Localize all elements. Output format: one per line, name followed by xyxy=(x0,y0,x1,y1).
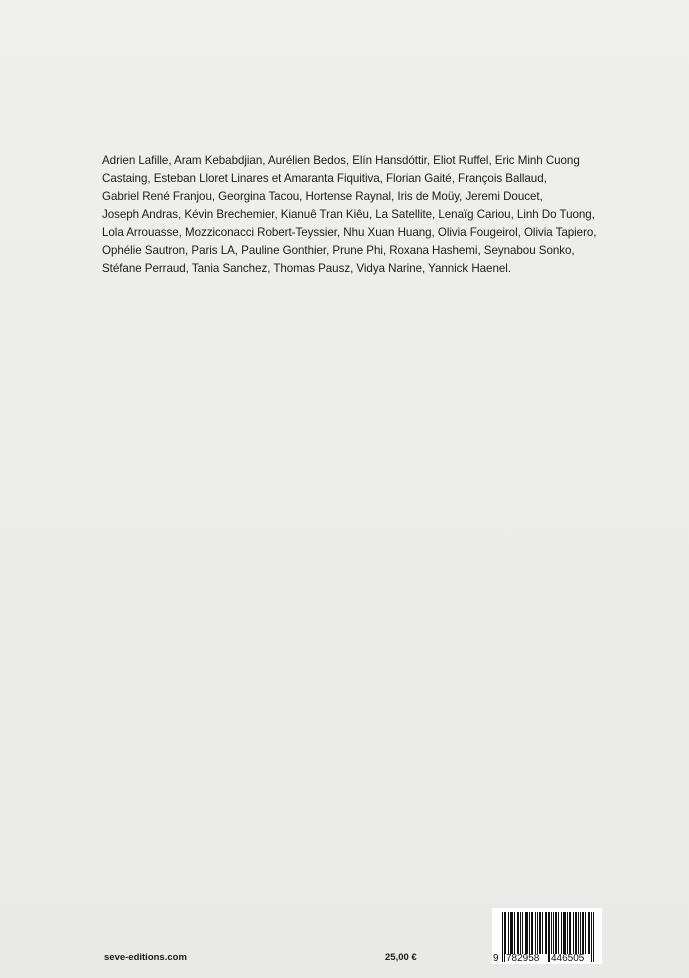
barcode-bar xyxy=(514,912,515,954)
barcode-bar xyxy=(585,912,586,954)
barcode-bar xyxy=(520,912,521,954)
barcode-bar xyxy=(563,912,564,954)
barcode-bar xyxy=(508,912,509,954)
barcode-lead-digit: 9 xyxy=(493,953,499,964)
barcode-bar xyxy=(522,912,523,954)
barcode-bar xyxy=(542,912,543,954)
barcode-bar xyxy=(526,912,527,954)
barcode-bar xyxy=(582,912,583,954)
barcode-bar xyxy=(532,912,533,954)
barcode-bar xyxy=(505,912,506,954)
barcode-bar xyxy=(545,912,546,954)
barcode-bar xyxy=(540,912,541,954)
barcode-bar xyxy=(512,912,513,954)
barcode-bar xyxy=(531,912,532,954)
isbn-barcode xyxy=(492,908,602,964)
barcode-bar xyxy=(527,912,528,954)
barcode-left-digits: 782958 xyxy=(506,953,540,964)
barcode-bar xyxy=(546,912,547,954)
barcode-bar xyxy=(535,912,536,954)
price-label: 25,00 € xyxy=(385,952,417,963)
barcode-bar xyxy=(537,912,538,954)
barcode-bar xyxy=(578,912,579,954)
barcode-bar xyxy=(569,912,570,954)
barcode-bar xyxy=(591,912,592,962)
barcode-bar xyxy=(564,912,565,954)
barcode-bar xyxy=(570,912,571,954)
contributors-line: Gabriel René Franjou, Georgina Tacou, Hortense Raynal, Iris de Moüy, Jeremi Doucet, xyxy=(102,190,543,203)
barcode-bar xyxy=(565,912,566,954)
barcode-bar xyxy=(580,912,581,954)
barcode-bar xyxy=(561,912,562,954)
barcode-bar xyxy=(555,912,556,954)
barcode-bar xyxy=(517,912,518,954)
contributors-line: Ophélie Sautron, Paris LA, Pauline Gonthier, Prune Phi, Roxana Hashemi, Seynabou Sonko, xyxy=(102,244,575,257)
barcode-bar xyxy=(539,912,540,954)
contributors-line: Adrien Lafille, Aram Kebabdjian, Aurélien Bedos, Elín Hansdóttir, Eliot Ruffel, Eric Minh Cuong xyxy=(102,154,580,167)
barcode-bar xyxy=(525,912,526,954)
barcode-bar xyxy=(558,912,559,954)
publisher-website: seve-editions.com xyxy=(104,952,187,963)
barcode-bar xyxy=(518,912,519,954)
barcode-bar xyxy=(556,912,557,954)
barcode-right-digits: 446505 xyxy=(551,953,585,964)
barcode-bar xyxy=(583,912,584,954)
contributors-line: Joseph Andras, Kévin Brechemier, Kianuê Tran Kiêu, La Satellite, Lenaïg Cariou, Linh Do Tuong, xyxy=(102,208,595,221)
contributors-line: Castaing, Esteban Lloret Linares et Amaranta Fiquitiva, Florian Gaité, François Ballaud, xyxy=(102,172,547,185)
barcode-bar xyxy=(576,912,577,954)
barcode-bar xyxy=(551,912,552,954)
barcode-bar xyxy=(511,912,512,954)
barcode-bar xyxy=(529,912,530,954)
barcode-bar xyxy=(510,912,511,954)
barcode-bar xyxy=(567,912,568,954)
barcode-bar xyxy=(502,912,503,962)
barcode-bar xyxy=(575,912,576,954)
contributors-list xyxy=(102,152,642,278)
barcode-bar xyxy=(588,912,589,954)
barcode-bar xyxy=(548,912,549,962)
barcode-bar xyxy=(553,912,554,954)
barcode-bar xyxy=(589,912,590,954)
contributors-line: Stéfane Perraud, Tania Sanchez, Thomas Pausz, Vidya Narine, Yannick Haenel. xyxy=(102,262,511,275)
barcode-bar xyxy=(573,912,574,954)
barcode-bar xyxy=(593,912,594,962)
contributors-line: Lola Arrouasse, Mozziconacci Robert-Teyssier, Nhu Xuan Huang, Olivia Fougeirol, Olivia Tapiero, xyxy=(102,226,597,239)
